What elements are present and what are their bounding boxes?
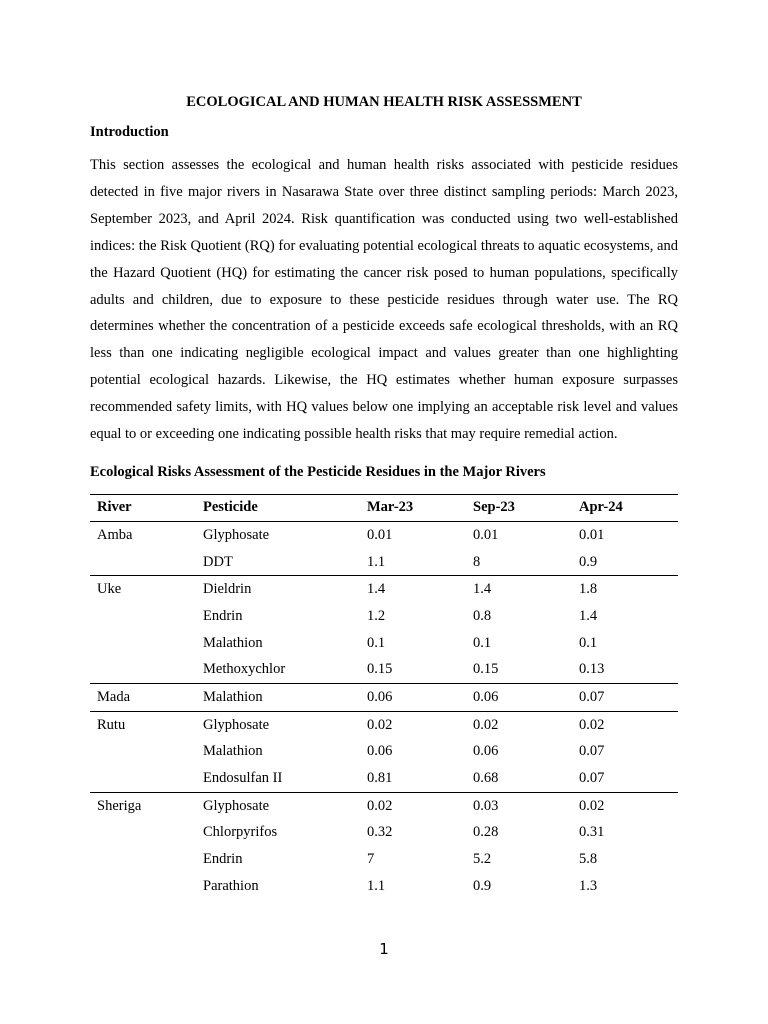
pesticide-cell: Parathion: [203, 877, 259, 894]
sep-23-cell: 5.2: [473, 851, 492, 868]
pesticide-cell: Glyphosate: [196, 521, 360, 548]
river-cell: [90, 846, 196, 873]
mar-23-cell: 7: [367, 851, 375, 868]
table-row: [90, 576, 678, 603]
sep-23-cell: 0.02: [466, 711, 572, 738]
apr-24-cell: 0.31: [579, 824, 605, 841]
river-cell: [90, 820, 196, 847]
mar-23-cell: 1.2: [367, 607, 386, 624]
pesticide-cell: Endrin: [203, 607, 243, 624]
header-sep-23: Sep-23: [473, 499, 515, 516]
mar-23-cell: 1.4: [360, 576, 466, 603]
apr-24-cell: 0.07: [579, 770, 605, 786]
sep-23-cell: 0.03: [466, 792, 572, 819]
mar-23-cell: 0.06: [367, 743, 393, 760]
table-row: [90, 738, 678, 765]
river-cell: [90, 549, 196, 576]
pesticide-cell: Endrin: [203, 851, 243, 868]
introduction-heading: Introduction: [90, 124, 169, 140]
apr-24-cell: 0.01: [572, 521, 678, 548]
header-mar-23: Mar-23: [367, 499, 414, 516]
river-cell: Mada: [90, 684, 196, 712]
sep-23-cell: 0.9: [473, 877, 492, 894]
river-cell: [90, 738, 196, 765]
river-cell: Amba: [90, 521, 196, 548]
river-cell: Rutu: [90, 711, 196, 738]
mar-23-cell: 1.1: [367, 877, 386, 894]
sep-23-cell: 0.68: [473, 770, 499, 786]
document-title: ECOLOGICAL AND HUMAN HEALTH RISK ASSESSMENT: [186, 94, 582, 110]
table-row: [90, 630, 678, 657]
river-cell: [90, 603, 196, 630]
river-cell: [90, 873, 196, 900]
river-cell: [90, 656, 196, 683]
apr-24-cell: 0.07: [579, 743, 605, 760]
sep-23-cell: 0.8: [473, 607, 492, 624]
pesticide-cell: Malathion: [203, 634, 263, 651]
apr-24-cell: 0.02: [572, 711, 678, 738]
apr-24-cell: 5.8: [579, 851, 598, 868]
pesticide-cell: Malathion: [196, 684, 360, 712]
sep-23-cell: 0.06: [473, 743, 499, 760]
pesticide-cell: Endosulfan II: [203, 770, 283, 786]
ecological-risk-table: [90, 494, 678, 900]
introduction-paragraph: This section assesses the ecological and human health risks associated with pesticide residues detected in five major rivers in Nasarawa State over three distinct sampling periods: March 2023, September 2023, and April 2024. Risk quantification was conducted using two well-established indices: the Risk Quotient (RQ) for evaluating potential ecological threats to aquatic ecosystems, and the Hazard Quotient (HQ) for estimating the cancer risk posed to human populations, specifically adults and children, due to exposure to these pesticide residues through water use. The RQ determines whether the concentration of a pesticide exceeds safe ecological thresholds, with an RQ less than one indicating negligible ecological impact and values greater than one highlighting potential ecological hazards. Likewise, the HQ estimates whether human exposure surpasses recommended safety limits, with HQ values below one implying an acceptable risk level and values equal to or exceeding one indicating possible health risks that may require remedial action.: [90, 157, 678, 443]
mar-23-cell: 0.01: [360, 521, 466, 548]
mar-23-cell: 0.06: [360, 684, 466, 712]
mar-23-cell: 0.81: [367, 770, 393, 786]
apr-24-cell: 1.8: [572, 576, 678, 603]
pesticide-cell: Malathion: [203, 743, 263, 760]
header-pesticide: Pesticide: [203, 499, 258, 516]
apr-24-cell: 0.02: [572, 792, 678, 819]
apr-24-cell: 1.3: [579, 877, 598, 894]
mar-23-cell: 0.15: [367, 661, 393, 678]
table-header-row: [90, 494, 678, 521]
table-header: [90, 494, 678, 521]
pesticide-cell: Glyphosate: [196, 711, 360, 738]
table-row: [90, 521, 678, 548]
apr-24-cell: 0.13: [579, 661, 605, 678]
apr-24-cell: 1.4: [579, 607, 598, 624]
table-row: [90, 846, 678, 873]
sep-23-cell: 1.4: [466, 576, 572, 603]
table-row: [90, 820, 678, 847]
sep-23-cell: 0.15: [473, 661, 499, 678]
river-cell: Sheriga: [90, 792, 196, 819]
river-cell: Uke: [90, 576, 196, 603]
table-row: [90, 656, 678, 683]
page-number: 1: [379, 940, 389, 958]
table-row: [90, 603, 678, 630]
table-row: [90, 792, 678, 819]
table-row: [90, 873, 678, 900]
pesticide-cell: DDT: [203, 553, 233, 570]
pesticide-cell: Chlorpyrifos: [203, 824, 278, 841]
header-apr-24: Apr-24: [579, 499, 623, 516]
sep-23-cell: 8: [473, 553, 481, 570]
sep-23-cell: 0.28: [473, 824, 499, 841]
mar-23-cell: 0.02: [360, 792, 466, 819]
header-river: River: [97, 499, 132, 516]
mar-23-cell: 0.1: [367, 634, 386, 651]
table-row: [90, 711, 678, 738]
sep-23-cell: 0.01: [466, 521, 572, 548]
mar-23-cell: 0.02: [360, 711, 466, 738]
apr-24-cell: 0.07: [572, 684, 678, 712]
apr-24-cell: 0.1: [579, 634, 598, 651]
mar-23-cell: 0.32: [367, 824, 393, 841]
apr-24-cell: 0.9: [579, 553, 598, 570]
table-caption: Ecological Risks Assessment of the Pesticide Residues in the Major Rivers: [90, 463, 546, 480]
pesticide-cell: Methoxychlor: [203, 661, 286, 678]
sep-23-cell: 0.06: [466, 684, 572, 712]
pesticide-cell: Dieldrin: [196, 576, 360, 603]
sep-23-cell: 0.1: [473, 634, 492, 651]
document-page: [90, 92, 678, 900]
pesticide-cell: Glyphosate: [196, 792, 360, 819]
table-row: [90, 765, 678, 792]
table-row: [90, 684, 678, 712]
river-cell: [90, 765, 196, 792]
river-cell: [90, 630, 196, 657]
table-row: [90, 549, 678, 576]
mar-23-cell: 1.1: [367, 553, 386, 570]
table-body: [90, 521, 678, 899]
